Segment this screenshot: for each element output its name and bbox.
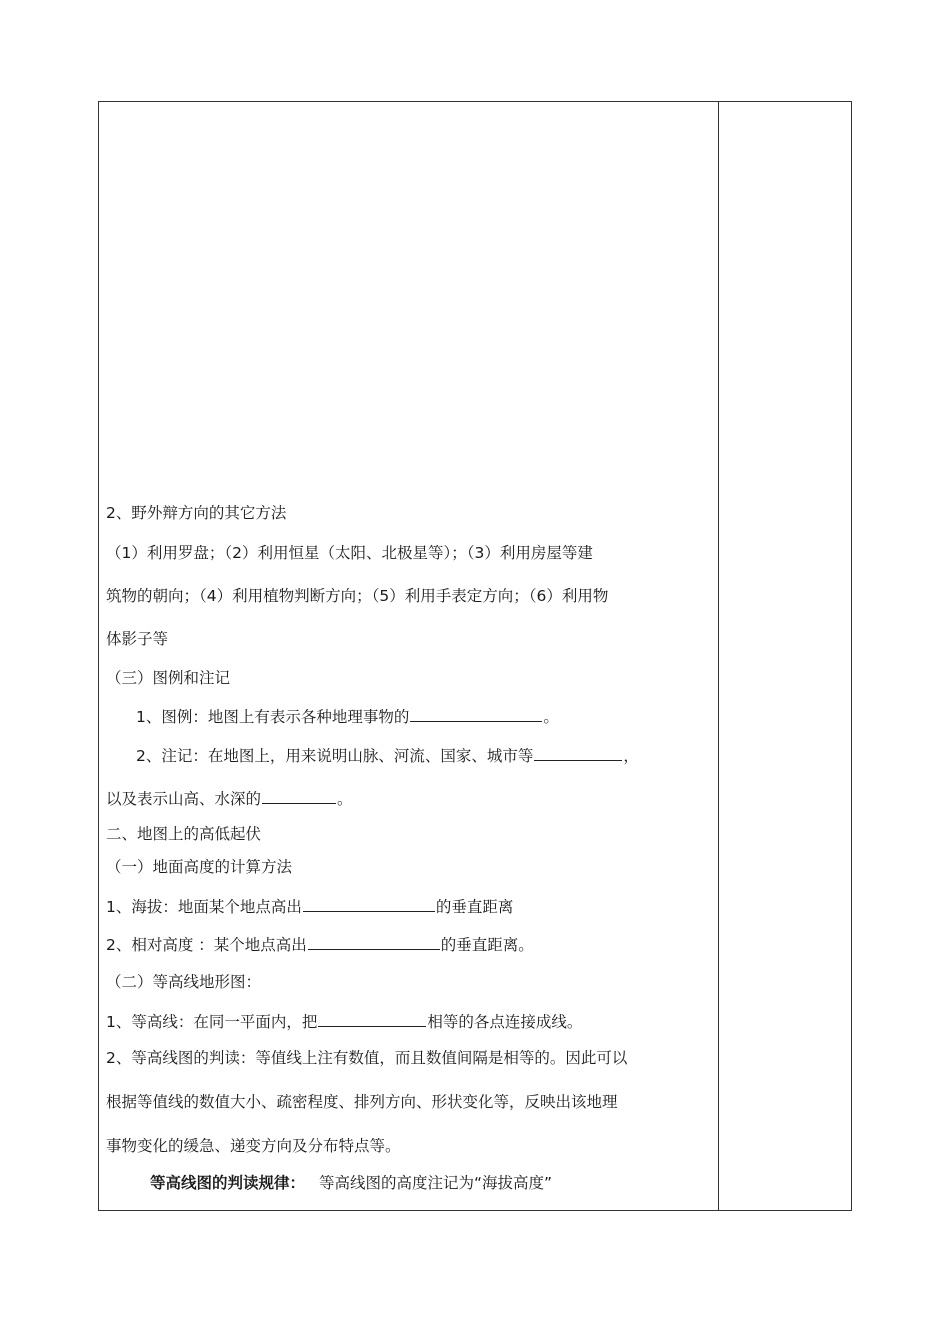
contour-reading-2: 根据等值线的数值大小、疏密程度、排列方向、形状变化等，反映出该地理	[106, 1093, 618, 1111]
fill-blank[interactable]	[262, 788, 336, 804]
note-comma: ，	[623, 747, 639, 765]
fill-blank[interactable]	[410, 706, 542, 722]
heading-other-methods: 2、野外辩方向的其它方法	[106, 504, 287, 522]
contour-text: 1、等高线：在同一平面内，把	[106, 1013, 318, 1031]
altitude-end: 的垂直距离	[435, 898, 514, 916]
section-height-calc: （一）地面高度的计算方法	[106, 858, 293, 876]
fill-blank[interactable]	[308, 934, 440, 950]
column-divider	[718, 101, 719, 1211]
contour-reading-1: 2、等高线图的判读：等值线上注有数值，而且数值间隔是相等的。因此可以	[106, 1049, 628, 1067]
contour-end: 相等的各点连接成线。	[427, 1013, 583, 1031]
contour-definition	[106, 1011, 582, 1032]
methods-line-3: 体影子等	[106, 630, 169, 648]
note-continued	[106, 788, 353, 809]
relative-height-end: 的垂直距离。	[440, 936, 534, 954]
contour-rule-text: 等高线图的高度注记为“海拔高度”	[319, 1174, 553, 1192]
methods-line-1: （1）利用罗盘；（2）利用恒星（太阳、北极星等）；（3）利用房屋等建	[106, 544, 593, 562]
legend-text: 1、图例：地图上有表示各种地理事物的	[136, 708, 410, 726]
relative-height-text: 2、相对高度 ：某个地点高出	[106, 936, 307, 954]
altitude-text: 1、海拔：地面某个地点高出	[106, 898, 302, 916]
methods-line-2: 筑物的朝向；（4）利用植物判断方向；（5）利用手表定方向；（6）利用物	[106, 587, 609, 605]
table-frame	[98, 101, 852, 1211]
legend-definition	[136, 706, 559, 727]
fill-blank[interactable]	[303, 896, 435, 912]
contour-reading-3: 事物变化的缓急、递变方向及分布特点等。	[106, 1137, 401, 1155]
altitude-definition	[106, 896, 513, 917]
fill-blank[interactable]	[534, 745, 622, 761]
contour-rule	[150, 1173, 552, 1193]
section-relief: 二、地图上的高低起伏	[106, 825, 262, 843]
section-legend-notes: （三）图例和注记	[106, 669, 231, 687]
fill-blank[interactable]	[318, 1011, 426, 1027]
contour-rule-label: 等高线图的判读规律：	[150, 1174, 306, 1192]
relative-height-definition	[106, 934, 534, 955]
note-definition	[136, 745, 639, 766]
legend-end: 。	[543, 708, 559, 726]
note-cont-text: 以及表示山高、水深的	[106, 790, 262, 808]
section-contour-map: （二）等高线地形图：	[106, 973, 262, 991]
note-cont-end: 。	[337, 790, 353, 808]
note-text: 2、注记：在地图上，用来说明山脉、河流、国家、城市等	[136, 747, 534, 765]
